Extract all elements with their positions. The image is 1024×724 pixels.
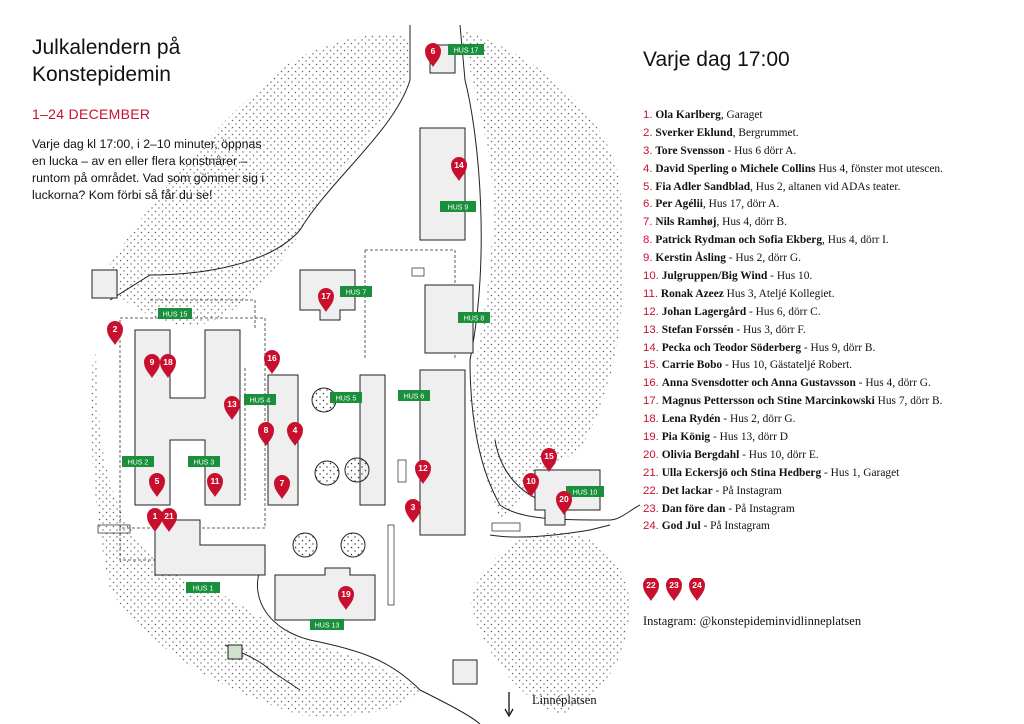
location-detail: - Hus 2, dörr G. xyxy=(725,252,801,265)
artist-name: Anna Svensdotter och Anna Gustavsson xyxy=(661,377,856,390)
day-number: 19. xyxy=(643,431,659,444)
schedule-item xyxy=(643,447,1023,465)
location-detail: - Hus 13, dörr D xyxy=(710,431,788,444)
location-detail: - På Instagram xyxy=(725,502,795,515)
location-detail: - Hus 3, dörr F. xyxy=(733,323,806,336)
location-detail: - Hus 10, dörr E. xyxy=(739,448,819,461)
schedule-item xyxy=(643,501,1023,519)
svg-text:HUS 17: HUS 17 xyxy=(453,47,479,55)
artist-name: Ola Karlberg xyxy=(655,109,721,121)
schedule-item xyxy=(643,250,1023,268)
day-number: 7. xyxy=(643,216,653,229)
svg-text:4: 4 xyxy=(292,425,298,435)
schedule-item xyxy=(643,196,1023,214)
svg-text:5: 5 xyxy=(154,476,160,486)
schedule-item xyxy=(643,232,1023,250)
house-label xyxy=(186,582,220,593)
house-label xyxy=(448,44,484,55)
schedule-item xyxy=(643,322,1023,340)
schedule-item xyxy=(643,411,1023,429)
page-title: Julkalendern på Konstepidemin xyxy=(32,36,181,86)
schedule-item xyxy=(643,357,1023,375)
schedule-item xyxy=(643,375,1023,393)
svg-text:HUS 2: HUS 2 xyxy=(127,459,149,467)
location-detail: , Garaget xyxy=(720,109,763,121)
day-number: 3. xyxy=(643,144,653,157)
svg-text:16: 16 xyxy=(267,353,277,363)
artist-name: Ronak Azeez xyxy=(660,287,724,300)
artist-name: Patrick Rydman och Sofia Ekberg xyxy=(655,234,823,247)
map-pin-icon xyxy=(264,350,280,374)
svg-text:7: 7 xyxy=(279,478,285,488)
house-label xyxy=(340,286,372,297)
svg-text:15: 15 xyxy=(544,451,554,461)
instagram-pins xyxy=(640,578,720,608)
schedule-item xyxy=(643,340,1023,358)
intro-text: Varje dag kl 17:00, i 2–10 minuter, öppnas en lucka – av en eller flera konstnärer – runtom på området. Vad som gömmer sig i luckorna? Kom förbi så får du se! xyxy=(32,137,265,202)
schedule-title: Varje dag 17:00 xyxy=(643,48,790,71)
svg-text:10: 10 xyxy=(526,476,536,486)
day-number: 22. xyxy=(643,484,659,497)
artist-name: Sverker Eklund xyxy=(655,126,733,139)
location-detail: - Hus 1, Garaget xyxy=(821,466,900,479)
location-detail: - Hus 10. xyxy=(767,270,813,283)
artist-name: Lena Rydén xyxy=(661,413,721,426)
svg-text:HUS 7: HUS 7 xyxy=(345,289,367,297)
svg-text:13: 13 xyxy=(227,399,237,409)
schedule-list xyxy=(643,107,1023,536)
artist-name: Fia Adler Sandblad xyxy=(655,180,751,193)
svg-text:HUS 4: HUS 4 xyxy=(249,397,271,405)
artist-name: Kerstin Åsling xyxy=(655,252,726,265)
svg-text:22: 22 xyxy=(646,580,656,590)
svg-text:19: 19 xyxy=(341,589,351,599)
location-detail: - Hus 6, dörr C. xyxy=(746,305,821,318)
house-label xyxy=(310,619,344,630)
svg-text:23: 23 xyxy=(669,580,679,590)
day-number: 20. xyxy=(643,448,659,461)
house-label xyxy=(122,456,154,467)
location-detail: , Hus 17, dörr A. xyxy=(702,198,780,211)
day-number: 18. xyxy=(643,413,659,426)
location-detail: , Bergrummet. xyxy=(732,126,799,139)
map-pin-icon xyxy=(643,578,659,601)
artist-name: Nils Ramhøj xyxy=(655,216,717,229)
location-detail: - Hus 4, dörr G. xyxy=(855,377,931,390)
schedule-item xyxy=(643,429,1023,447)
day-number: 1. xyxy=(643,109,653,121)
svg-text:20: 20 xyxy=(559,494,569,504)
artist-name: Det lackar xyxy=(661,484,713,497)
location-detail: Hus 7, dörr B. xyxy=(874,395,943,408)
location-detail: - Hus 9, dörr B. xyxy=(801,341,876,354)
day-number: 15. xyxy=(643,359,659,372)
house-label xyxy=(158,308,192,319)
location-detail: - Hus 2, dörr G. xyxy=(720,413,796,426)
direction-label: Linnéplatsen xyxy=(532,693,597,707)
schedule-item xyxy=(643,107,1023,125)
location-detail: Hus 4, fönster mot utescen. xyxy=(815,162,943,175)
artist-name: Johan Lagergård xyxy=(661,305,747,318)
day-number: 16. xyxy=(643,377,659,390)
day-number: 12. xyxy=(643,305,659,318)
day-number: 4. xyxy=(643,162,653,175)
location-detail: , Hus 2, altanen vid ADAs teater. xyxy=(750,180,901,193)
svg-text:HUS 10: HUS 10 xyxy=(572,489,598,497)
artist-name: Olivia Bergdahl xyxy=(661,448,740,461)
svg-text:HUS 8: HUS 8 xyxy=(463,315,485,323)
day-number: 13. xyxy=(643,323,659,336)
location-detail: , Hus 4, dörr I. xyxy=(822,234,889,247)
day-number: 21. xyxy=(643,466,659,479)
schedule-item xyxy=(643,214,1023,232)
artist-name: God Jul xyxy=(661,520,701,533)
day-number: 17. xyxy=(643,395,659,408)
day-number: 2. xyxy=(643,126,653,139)
day-number: 9. xyxy=(643,252,653,265)
artist-name: Per Agélii xyxy=(655,198,703,211)
date-range: 1–24 DECEMBER xyxy=(32,106,151,122)
bushes xyxy=(293,388,369,557)
artist-name: David Sperling o Michele Collins xyxy=(655,162,816,175)
schedule-item xyxy=(643,143,1023,161)
svg-text:1: 1 xyxy=(152,511,158,521)
artist-name: Magnus Pettersson och Stine Marcinkowski xyxy=(661,395,875,408)
location-detail: - Hus 10, Gästateljé Robert. xyxy=(722,359,853,372)
artist-name: Pia König xyxy=(661,431,711,444)
house-label xyxy=(244,394,276,405)
artist-name: Stefan Forssén xyxy=(661,323,734,336)
svg-text:HUS 3: HUS 3 xyxy=(193,459,215,467)
svg-text:8: 8 xyxy=(263,425,269,435)
house-label xyxy=(188,456,220,467)
schedule-item xyxy=(643,393,1023,411)
schedule-item xyxy=(643,268,1023,286)
day-number: 23. xyxy=(643,502,659,515)
location-detail: Hus 3, Ateljé Kollegiet. xyxy=(723,287,835,300)
location-detail: - Hus 6 dörr A. xyxy=(724,144,797,157)
schedule-item xyxy=(643,161,1023,179)
svg-text:14: 14 xyxy=(454,160,464,170)
svg-text:6: 6 xyxy=(430,46,436,56)
svg-text:HUS 6: HUS 6 xyxy=(403,393,425,401)
svg-text:18: 18 xyxy=(163,357,173,367)
svg-text:HUS 1: HUS 1 xyxy=(192,585,214,593)
schedule-item xyxy=(643,179,1023,197)
svg-text:HUS 15: HUS 15 xyxy=(162,311,188,319)
map-pin-icon xyxy=(689,578,705,601)
svg-text:24: 24 xyxy=(692,580,702,590)
map-pin-icon xyxy=(666,578,682,601)
day-number: 8. xyxy=(643,234,653,247)
instagram-handle: Instagram: @konstepideminvidlinneplatsen xyxy=(643,614,862,628)
schedule-item xyxy=(643,125,1023,143)
schedule-item xyxy=(643,286,1023,304)
arrow-down-icon xyxy=(504,692,514,718)
house-label xyxy=(566,486,604,497)
house-label xyxy=(440,201,476,212)
schedule-item xyxy=(643,304,1023,322)
day-number: 10. xyxy=(643,270,659,283)
artist-name: Carrie Bobo xyxy=(661,359,723,372)
house-label xyxy=(398,390,430,401)
location-detail: - På Instagram xyxy=(712,484,782,497)
svg-text:9: 9 xyxy=(149,357,155,367)
location-detail: , Hus 4, dörr B. xyxy=(716,216,787,229)
svg-text:17: 17 xyxy=(321,291,331,301)
day-number: 6. xyxy=(643,198,653,211)
svg-text:3: 3 xyxy=(410,502,416,512)
day-number: 14. xyxy=(643,341,659,354)
artist-name: Ulla Eckersjö och Stina Hedberg xyxy=(661,466,822,479)
schedule-item xyxy=(643,465,1023,483)
schedule-item xyxy=(643,483,1023,501)
svg-text:HUS 13: HUS 13 xyxy=(314,622,340,630)
artist-name: Tore Svensson xyxy=(655,144,725,157)
svg-text:HUS 5: HUS 5 xyxy=(335,395,357,403)
artist-name: Pecka och Teodor Söderberg xyxy=(661,341,802,354)
house-label xyxy=(330,392,362,403)
day-number: 24. xyxy=(643,520,659,533)
map-pin-icon xyxy=(107,321,123,345)
day-number: 11. xyxy=(643,287,658,300)
svg-text:11: 11 xyxy=(210,476,220,486)
map-pin-icon xyxy=(405,499,421,523)
artist-name: Dan före dan xyxy=(661,502,726,515)
day-number: 5. xyxy=(643,180,653,193)
svg-text:2: 2 xyxy=(112,324,118,334)
location-detail: - På Instagram xyxy=(700,520,770,533)
svg-text:HUS 9: HUS 9 xyxy=(447,204,469,212)
house-label xyxy=(458,312,490,323)
svg-text:12: 12 xyxy=(418,463,428,473)
schedule-item xyxy=(643,518,1023,536)
artist-name: Julgruppen/Big Wind xyxy=(661,270,768,283)
svg-text:21: 21 xyxy=(164,511,174,521)
